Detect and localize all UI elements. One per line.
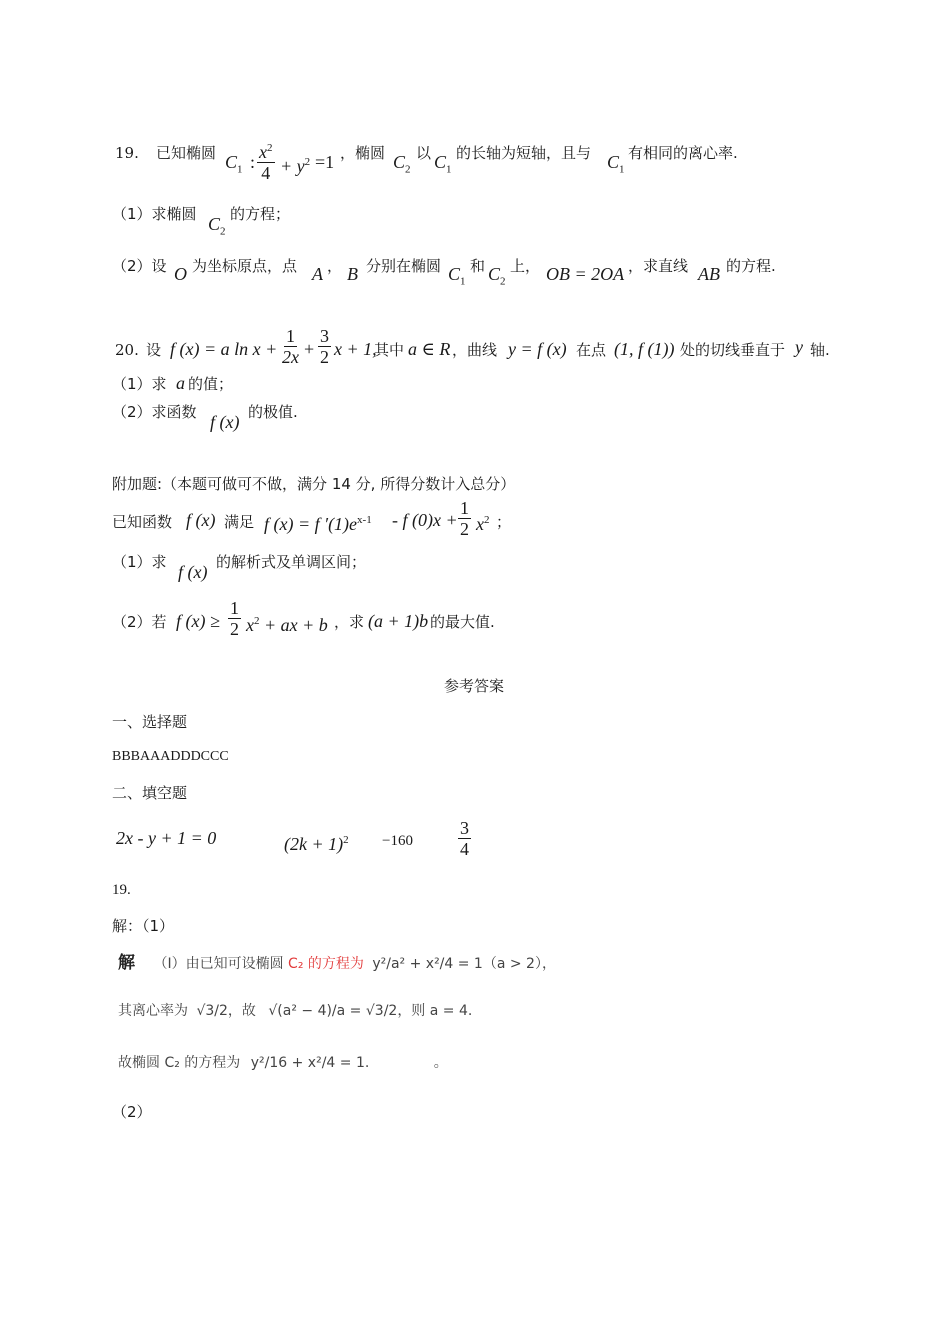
answers-title: 参考答案 xyxy=(444,677,505,695)
extra-title: 附加题:（本题可做可不做，满分 14 分, 所得分数计入总分） xyxy=(112,475,516,493)
scanned-solution-image: 解 （Ⅰ）由已知可设椭圆 C₂ 的方程为 y²/a² + x²/4 = 1（a > 2）， 其离心率为 √3/2，故 √(a² − 4)/a = √3/2，则 a = 4. 故椭圆 C₂ 的方程为 y²/16 + x²/4 = 1. 。 xyxy=(118,953,556,1071)
fill-fraction-3-4: $\frac{3}{4}$ xyxy=(460,818,469,859)
section-fill: 二、填空题 xyxy=(112,784,188,802)
q19-number: 19. xyxy=(115,144,139,162)
document-page: 19. 已知椭圆 $C_1$ : $\frac{x^2}{4}$ + $y^2$ =1 ，椭圆 $C_2$ 以 $C_1$ 的长轴为短轴，且与 $C_1$ 有相同的离心率. （1）求椭圆 $C_2$ 的方程； （2）设 O 为坐标原点，点 A ， B 分别在椭圆 $C_1$ 和 $C_2$ 上， OB = 2OA ，求直线 AB 的方程. 20. 设 f (x) = a ln x + $\frac{1}{2x}$ + $\frac{3}{2}$ x + 1, 其中 a ∈ R ，曲线 y = f (x) 在点 (1, f (1)) 处的切线垂直于 y 轴. （1）求 a 的值； （2）求函数 f (x) 的极值. 附加题:（本题可做可不做，满分 14 分, 所得分数计入总分） 已知函数 f (x) 满足 f (x) = f $'(1)e^{x-1}$ - f (0)x + $\frac{1}{2}$ $x^2$ ； （1）求 f (x) 的解析式及单调区间； （2）若 f (x) ≥ $\frac{1}{2}$ $x^2$ + ax + b ，求 (a + 1)b 的最大值. 参考答案 一、选择题 BBBAAADDDCCC 二、填空题 2x - y + 1 = 0 $(2k + 1)^2$ −160 $\frac{3}{4}$ 19. 解：（1） 解 （Ⅰ）由已知可设椭圆 C₂ 的方程为 y²/a² + x²/4 = 1（a > 2）， 其离心率为 √3/2，故 √(a² − 4)/a = √3/2，则 a = 4. 故椭圆 C₂ 的方程为 y²/16 + x²/4 = 1. 。 （2） xyxy=(0,0,950,1344)
q19-answer-number: 19. xyxy=(112,882,131,898)
solution-part2-label: （2） xyxy=(112,1103,152,1121)
choice-answers: BBBAAADDDCCC xyxy=(112,749,229,764)
solution-part1-label: 解：（1） xyxy=(112,917,175,935)
section-choice: 一、选择题 xyxy=(112,713,188,731)
frac-1-over-2x: $\frac{1}{2x}$ xyxy=(282,326,299,367)
frac-1-over-2-b: $\frac{1}{2}$ xyxy=(230,598,239,639)
frac-3-over-2: $\frac{3}{2}$ xyxy=(320,326,329,367)
c1-symbol: $C_1$ xyxy=(225,152,243,176)
c2-symbol: $C_2$ xyxy=(393,152,411,176)
q20-number: 20. xyxy=(115,341,139,359)
frac-1-over-2: $\frac{1}{2}$ xyxy=(460,498,469,539)
x2-over-4: $\frac{x^2}{4}$ xyxy=(257,138,275,183)
